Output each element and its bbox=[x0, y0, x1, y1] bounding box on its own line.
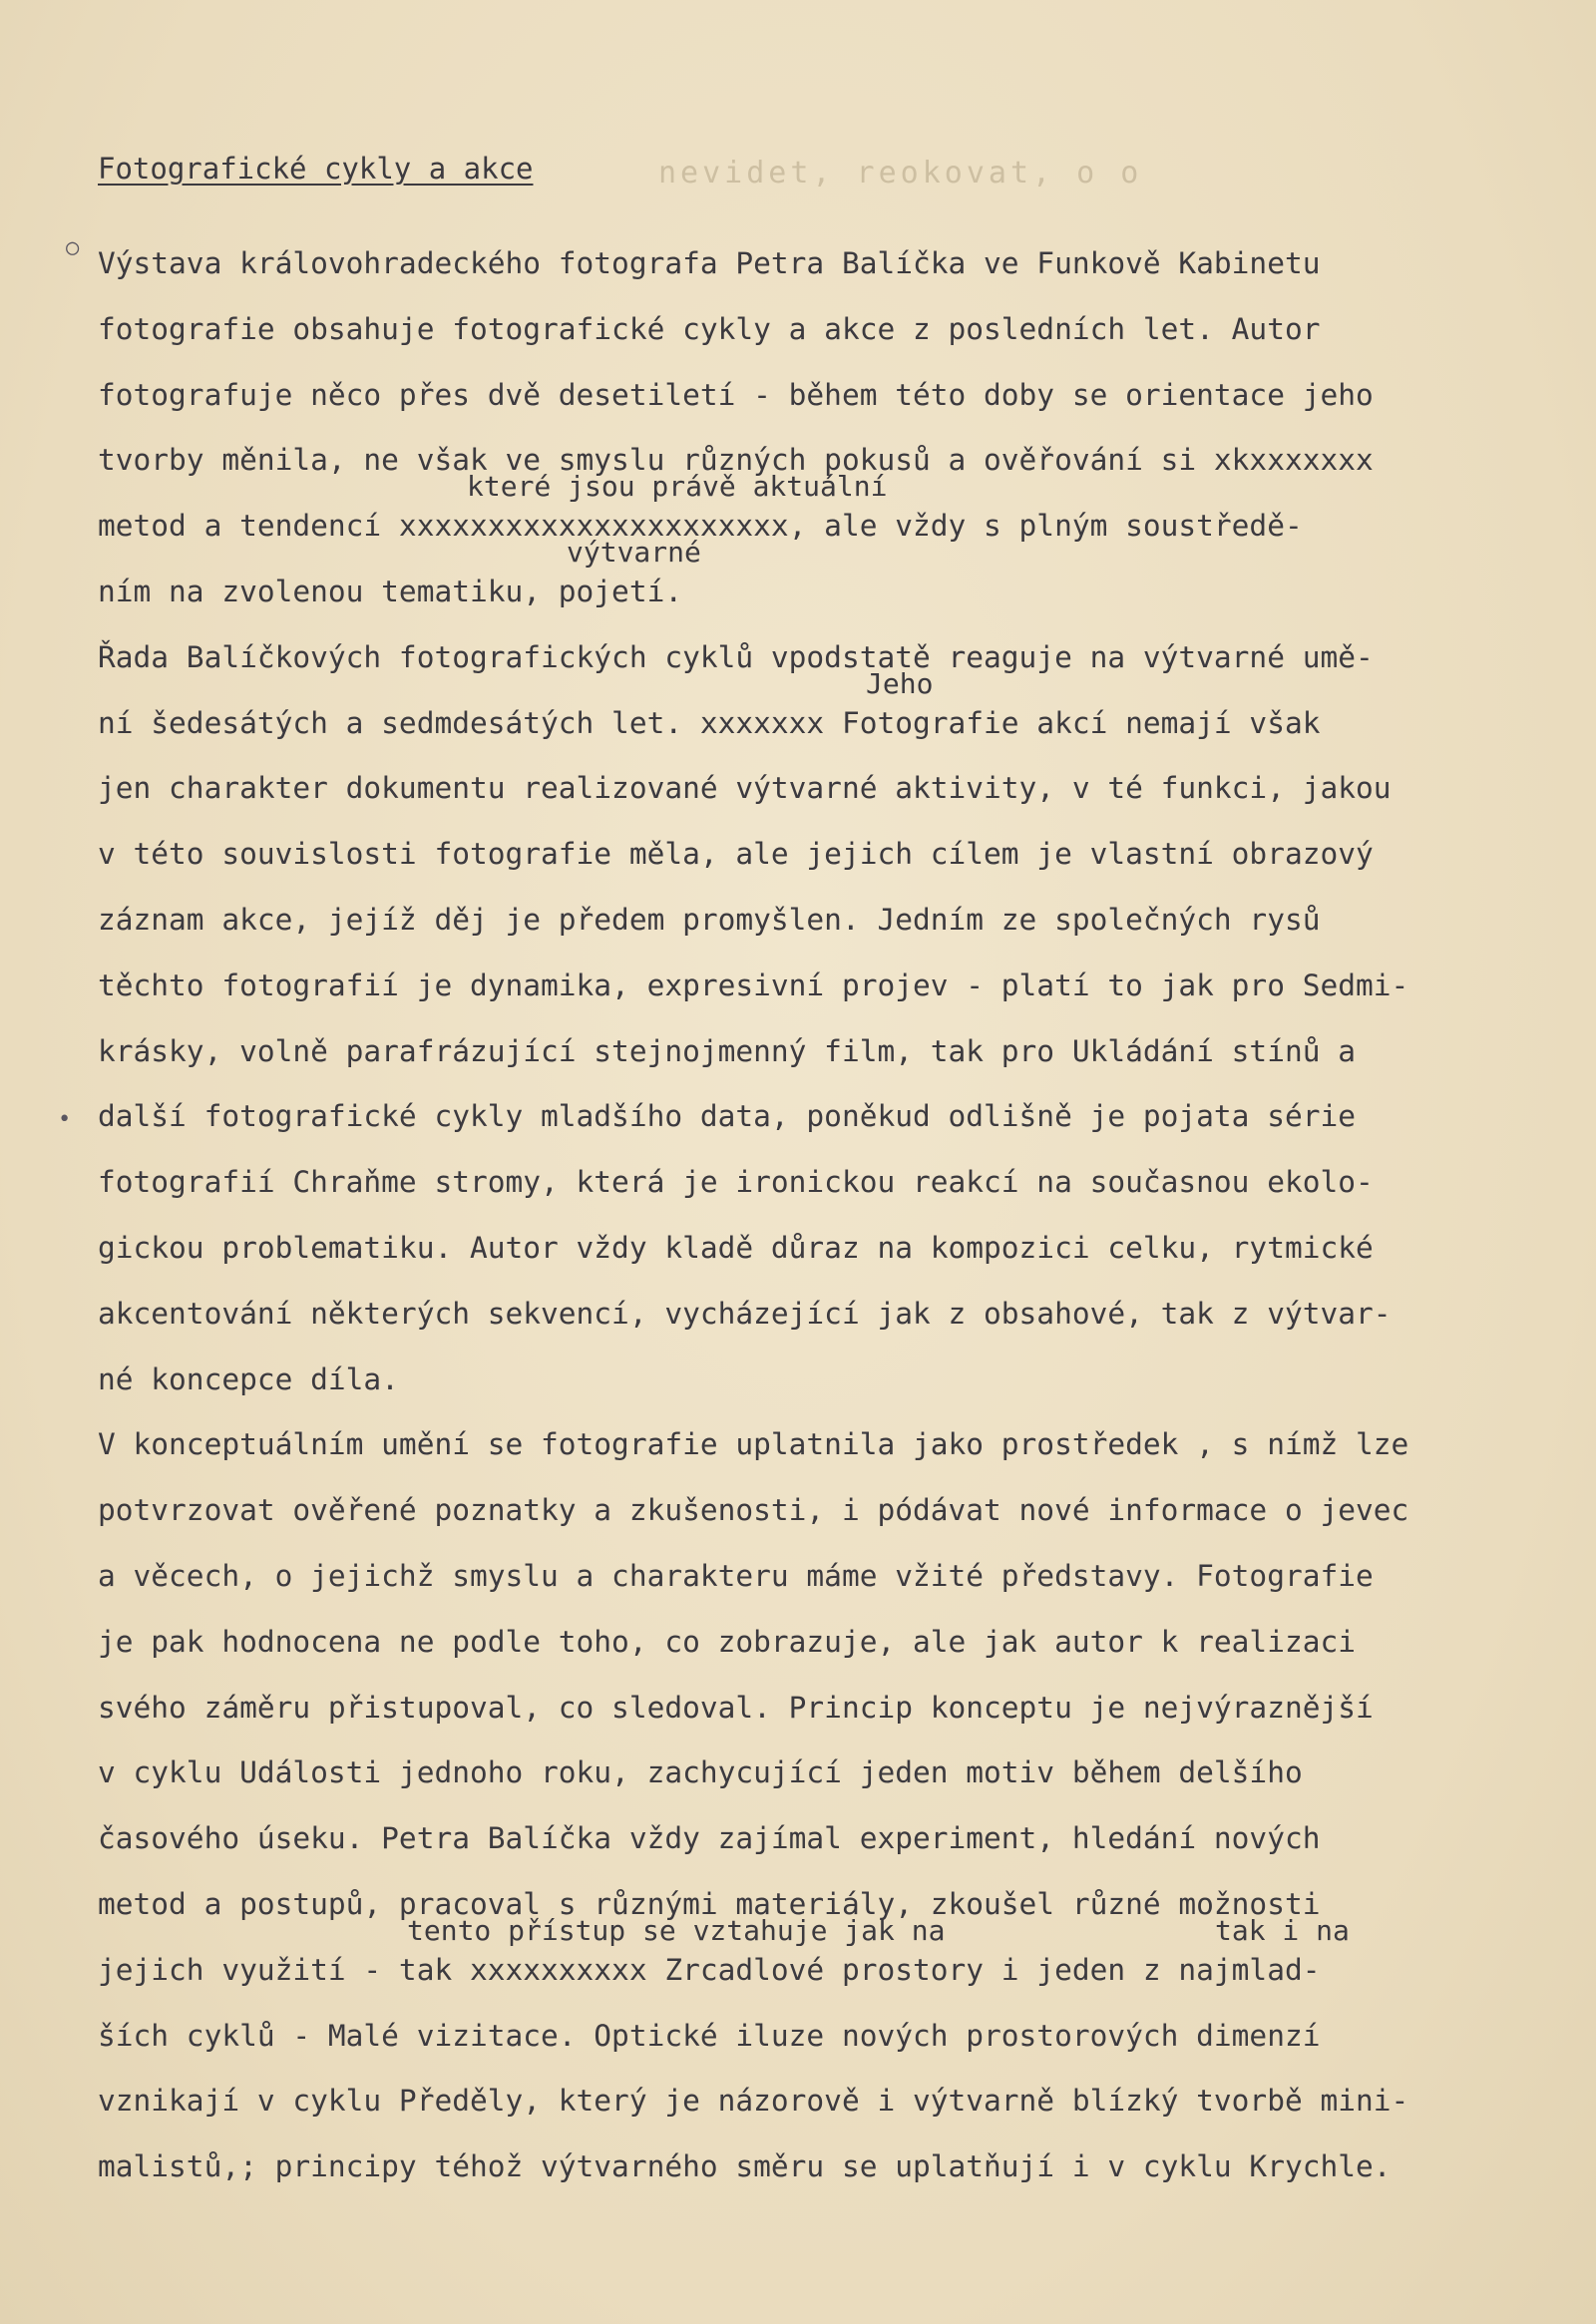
typed-insertion: tak i na bbox=[1215, 1913, 1350, 1947]
text-line-24: v cyklu Události jednoho roku, zachycující jeden motiv během delšího bbox=[98, 1755, 1303, 1790]
typed-insertion: výtvarné bbox=[567, 535, 701, 569]
text-line-17: akcentování některých sekvencí, vycházející jak z obsahové, tak z výtvar- bbox=[98, 1296, 1392, 1331]
text-line-23: svého záměru přistupoval, co sledoval. Princip konceptu je nejvýraznější bbox=[98, 1690, 1374, 1725]
text-line-11: záznam akce, jejíž děj je předem promyšlen. Jedním ze společných rysů bbox=[98, 902, 1321, 937]
text-line-27 bbox=[98, 1913, 1574, 2004]
text-line-5 bbox=[98, 470, 1574, 560]
text-line-8-content: ní šedesátých a sedmdesátých let. xxxxxxx Fotografie akcí nemají však bbox=[98, 705, 1321, 740]
text-line-29: vznikají v cyklu Předěly, který je názorově i výtvarně blízký tvorbě mini- bbox=[98, 2084, 1409, 2119]
text-line-12: těchto fotografií je dynamika, expresivní projev - platí to jak pro Sedmi- bbox=[98, 968, 1409, 1002]
text-line-14: další fotografické cykly mladšího data, poněkud odlišně je pojata série bbox=[98, 1099, 1356, 1134]
text-line-13: krásky, volně parafrázující stejnojmenný film, tak pro Ukládání stínů a bbox=[98, 1033, 1356, 1068]
text-line-15: fotografií Chraňme stromy, která je ironickou reakcí na současnou ekolo- bbox=[98, 1165, 1374, 1200]
document-title: Fotografické cykly a akce bbox=[98, 152, 534, 186]
text-line-25: časového úseku. Petra Balíčka vždy zajímal experiment, hledání nových bbox=[98, 1821, 1321, 1856]
text-line-3: fotografuje něco přes dvě desetiletí - během této doby se orientace jeho bbox=[98, 377, 1374, 412]
text-line-5-content: metod a tendencí xxxxxxxxxxxxxxxxxxxxxx, ale vždy s plným soustředě- bbox=[98, 509, 1303, 544]
typed-insertion: tento přístup se vztahuje jak na bbox=[407, 1913, 946, 1947]
bleed-through-text: nevidet, reokovat, o o bbox=[658, 156, 1143, 191]
text-line-6 bbox=[98, 535, 1574, 625]
text-line-30: malistů,; principy téhož výtvarného směru se uplatňují i v cyklu Krychle. bbox=[98, 2149, 1392, 2184]
typed-insertion: Jeho bbox=[866, 666, 934, 700]
text-line-10: v této souvislosti fotografie měla, ale jejich cílem je vlastní obrazový bbox=[98, 837, 1374, 872]
text-line-1: Výstava královohradeckého fotografa Petra Balíčka ve Funkově Kabinetu bbox=[98, 246, 1321, 280]
text-line-26: metod a postupů, pracoval s různými materiály, zkoušel různé možnosti bbox=[98, 1886, 1321, 1921]
text-line-27-content: jejich využití - tak xxxxxxxxxx Zrcadlové prostory i jeden z najmlad- bbox=[98, 1952, 1321, 1987]
text-line-4: tvorby měnila, ne však ve smyslu různých pokusů a ověřování si xkxxxxxxx bbox=[98, 443, 1374, 478]
text-line-28: ších cyklů - Malé vizitace. Optické iluze nových prostorových dimenzí bbox=[98, 2018, 1321, 2053]
text-line-9: jen charakter dokumentu realizované výtvarné aktivity, v té funkci, jakou bbox=[98, 771, 1392, 806]
text-line-21: a věcech, o jejichž smyslu a charakteru máme vžité představy. Fotografie bbox=[98, 1558, 1374, 1593]
typed-insertion: které jsou právě aktuální bbox=[467, 470, 888, 504]
text-line-6-content: ním na zvolenou tematiku, pojetí. bbox=[98, 574, 683, 608]
text-line-19: V konceptuálním umění se fotografie uplatnila jako prostředek , s nímž lze bbox=[98, 1427, 1409, 1462]
text-line-20: potvrzovat ověřené poznatky a zkušenosti, i pódávat nové informace o jevec bbox=[98, 1493, 1409, 1528]
body-text bbox=[98, 231, 1574, 2200]
text-line-16: gickou problematiku. Autor vždy kladě důraz na kompozici celku, rytmické bbox=[98, 1230, 1374, 1265]
text-line-8 bbox=[98, 666, 1574, 757]
margin-mark: ○ bbox=[66, 235, 80, 260]
text-line-22: je pak hodnocena ne podle toho, co zobrazuje, ale jak autor k realizaci bbox=[98, 1624, 1356, 1659]
text-line-2: fotografie obsahuje fotografické cykly a akce z posledních let. Autor bbox=[98, 311, 1321, 346]
text-line-18: né koncepce díla. bbox=[98, 1361, 399, 1396]
text-line-7: Řada Balíčkových fotografických cyklů vpodstatě reaguje na výtvarné umě- bbox=[98, 639, 1374, 674]
margin-dot: • bbox=[58, 1107, 72, 1132]
